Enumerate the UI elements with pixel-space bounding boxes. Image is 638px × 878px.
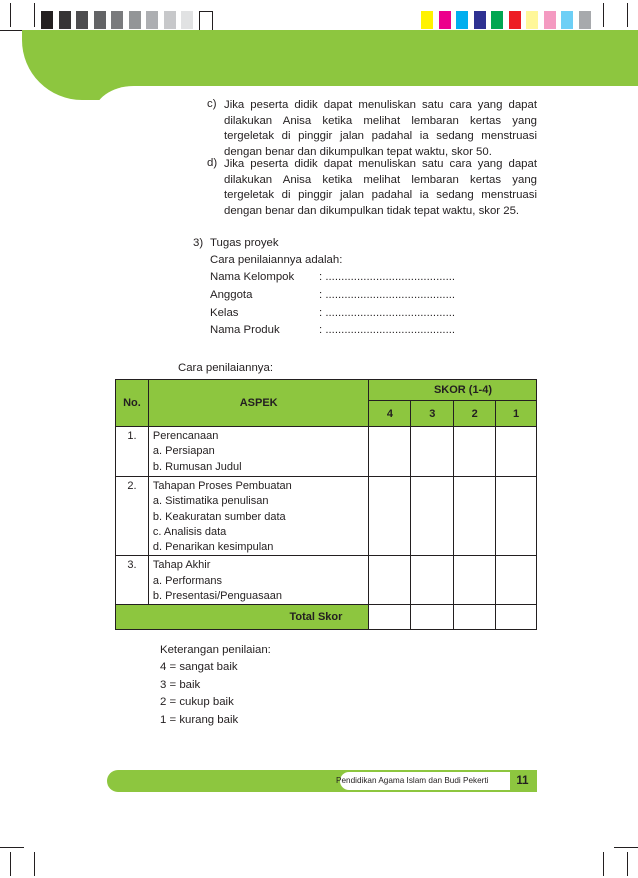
header-skor: SKOR (1-4): [369, 380, 537, 401]
total-cell: [454, 605, 496, 630]
total-row: [116, 605, 537, 630]
process-swatch: [579, 11, 591, 29]
row-item: c. Analisis data: [152, 525, 227, 538]
gray-swatch: [111, 11, 123, 29]
criteria-d-line: dilakukan Anisa ketika melihat lembaran kertas yang: [224, 173, 537, 186]
score-cell: [411, 477, 454, 556]
crop-mark: [10, 852, 11, 876]
total-label: Total Skor: [116, 605, 369, 630]
process-swatch: [509, 11, 521, 29]
legend-title: Keterangan penilaian:: [160, 644, 271, 656]
row-item: a. Performans: [152, 574, 223, 587]
process-swatch: [439, 11, 451, 29]
process-swatch: [526, 11, 538, 29]
crop-mark: [0, 847, 24, 848]
crop-mark: [614, 847, 638, 848]
score-cell: [369, 556, 411, 605]
header-score-2: 2: [454, 401, 496, 427]
total-cell: [369, 605, 411, 630]
criteria-c-line: tergeletak di pinggir jalan padahal ia sedang menstruasi: [224, 130, 537, 142]
crop-mark: [10, 3, 11, 27]
score-cell: [496, 477, 537, 556]
criteria-d-label: d): [207, 157, 218, 169]
field-value-kelas: : .........................................: [319, 307, 456, 319]
score-cell: [454, 477, 496, 556]
row-aspect: [148, 427, 369, 477]
gray-swatch: [164, 11, 176, 29]
legend-item: 3 = baik: [160, 679, 201, 691]
row-item: b. Keakuratan sumber data: [152, 510, 286, 523]
header-aspek: ASPEK: [148, 380, 369, 427]
total-cell: [411, 605, 454, 630]
criteria-d-line: Jika peserta didik dapat menuliskan satu cara yang dapat: [224, 158, 537, 170]
table-intro: Cara penilaiannya:: [178, 362, 273, 374]
criteria-d-line: tergeletak di pinggir jalan padahal ia sedang menstruasi: [224, 189, 537, 201]
field-value-nama-produk: : .........................................: [319, 324, 456, 336]
row-item: b. Rumusan Judul: [152, 460, 242, 473]
criteria-c-line: dengan benar dan dikumpulkan tepat waktu, skor 50.: [224, 145, 492, 158]
gray-swatch: [76, 11, 88, 29]
process-swatch: [491, 11, 503, 29]
row-number: 2.: [116, 477, 149, 556]
legend-item: 2 = cukup baik: [160, 696, 234, 708]
table-row: [116, 477, 537, 556]
row-number: 3.: [116, 556, 149, 605]
process-swatch: [544, 11, 556, 29]
score-cell: [411, 427, 454, 477]
page-number: 11: [516, 775, 529, 787]
legend-item: 1 = kurang baik: [160, 714, 239, 726]
score-cell: [369, 427, 411, 477]
header-no: No.: [116, 380, 149, 427]
score-cell: [496, 556, 537, 605]
gray-swatch: [181, 11, 193, 29]
row-item: d. Penarikan kesimpulan: [152, 541, 274, 554]
gray-swatch: [146, 11, 158, 29]
table-row: [116, 556, 537, 605]
row-item: a. Persiapan: [152, 445, 215, 458]
process-swatch: [456, 11, 468, 29]
header-score-4: 4: [369, 401, 411, 427]
row-title: Tahap Akhir: [152, 559, 211, 572]
gray-swatch: [94, 11, 106, 29]
criteria-d-text: [224, 157, 537, 219]
process-swatch: [474, 11, 486, 29]
score-cell: [496, 427, 537, 477]
row-aspect: [148, 477, 369, 556]
score-cell: [411, 556, 454, 605]
score-cell: [454, 427, 496, 477]
row-item: b. Presentasi/Penguasaan: [152, 590, 282, 603]
crop-mark: [627, 3, 628, 27]
legend-item: 4 = sangat baik: [160, 661, 238, 673]
criteria-c-line: Jika peserta didik dapat menuliskan satu cara yang dapat: [224, 99, 537, 111]
row-aspect: [148, 556, 369, 605]
row-item: a. Sistimatika penulisan: [152, 495, 269, 508]
project-title: Tugas proyek: [210, 237, 279, 249]
footer-book-title: Pendidikan Agama Islam dan Budi Pekerti: [336, 776, 489, 785]
project-number: 3): [193, 237, 204, 249]
criteria-c-line: dilakukan Anisa ketika melihat lembaran kertas yang: [224, 114, 537, 127]
field-label-anggota: Anggota: [210, 289, 253, 301]
crop-mark: [627, 852, 628, 876]
gray-swatch: [59, 11, 71, 29]
row-title: Perencanaan: [152, 430, 219, 442]
process-swatch: [561, 11, 573, 29]
table-row: [116, 427, 537, 477]
crop-mark: [603, 3, 604, 27]
field-label-kelas: Kelas: [210, 307, 239, 319]
header-score-3: 3: [411, 401, 454, 427]
score-cell: [454, 556, 496, 605]
score-table: [115, 379, 537, 630]
field-label-nama-produk: Nama Produk: [210, 324, 280, 336]
field-value-nama-kelompok: : .........................................: [319, 271, 456, 283]
criteria-c-label: c): [207, 98, 217, 110]
criteria-d-line: dengan benar dan dikumpulkan tidak tepat waktu, skor 25.: [224, 204, 520, 217]
gray-swatch: [199, 11, 213, 31]
crop-mark: [34, 852, 35, 876]
crop-mark: [0, 30, 24, 31]
gray-swatch: [41, 11, 53, 29]
total-cell: [496, 605, 537, 630]
crop-mark: [603, 852, 604, 876]
field-label-nama-kelompok: Nama Kelompok: [210, 271, 295, 283]
row-number: 1.: [116, 427, 149, 477]
criteria-c-text: [224, 98, 537, 160]
gray-swatch: [129, 11, 141, 29]
score-cell: [369, 477, 411, 556]
crop-mark: [34, 3, 35, 27]
project-intro: Cara penilaiannya adalah:: [210, 254, 343, 266]
row-title: Tahapan Proses Pembuatan: [152, 480, 292, 492]
field-value-anggota: : .........................................: [319, 289, 456, 301]
header-score-1: 1: [496, 401, 537, 427]
process-swatch: [421, 11, 433, 29]
